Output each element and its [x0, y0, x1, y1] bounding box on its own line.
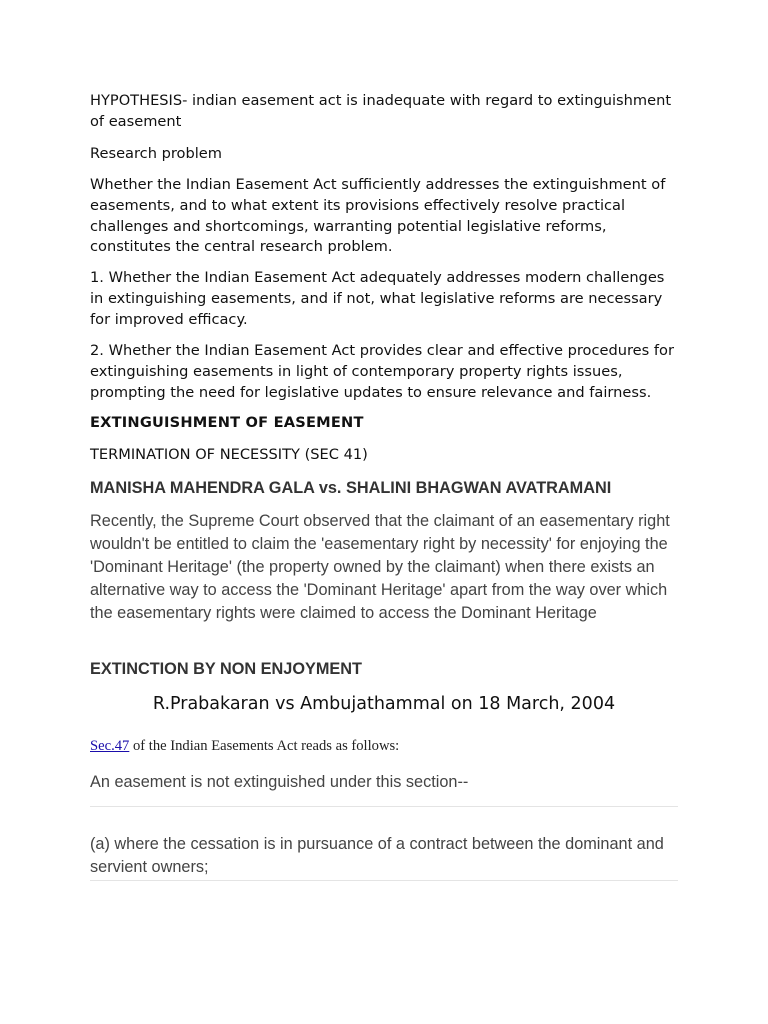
heading-termination: TERMINATION OF NECESSITY (SEC 41) [90, 446, 368, 463]
hypothesis-text: HYPOTHESIS- indian easement act is inadequate with regard to extinguishment of easement [90, 92, 672, 130]
case-2-title: R.Prabakaran vs Ambujathammal on 18 March, 2004 [152, 694, 616, 714]
not-extinguished-text: An easement is not extinguished under this section-- [90, 773, 469, 791]
clause-a-text: (a) where the cessation is in pursuance of a contract between the dominant and servient owners; [90, 835, 664, 876]
case-1-text: Recently, the Supreme Court observed that the claimant of an easementary right wouldn't be entitled to claim the 'easementary right by necessity' for enjoying the 'Dominant Heritage' (the property owned by the claimant) when there exists an alternative way to access the 'Dominant Heritage' apart from the way over which the easementary rights were claimed to access the Dominant Heritage [90, 512, 670, 622]
research-question-2: 2. Whether the Indian Easement Act provides clear and effective procedures for extinguishing easements in light of contemporary property rights issues, prompting the need for legislative updates to ensure relevance and fairness. [90, 342, 674, 401]
research-question-1: 1. Whether the Indian Easement Act adequately addresses modern challenges in extinguishing easements, and if not, what legislative reforms are necessary for improved efficacy. [90, 269, 665, 328]
research-problem-label: Research problem [90, 145, 222, 162]
heading-extinction: EXTINCTION BY NON ENJOYMENT [90, 660, 362, 678]
heading-extinguishment: EXTINGUISHMENT OF EASEMENT [90, 414, 364, 431]
case-1-title: MANISHA MAHENDRA GALA vs. SHALINI BHAGWAN AVATRAMANI [90, 479, 612, 497]
section-reference [90, 736, 680, 756]
section-47-link[interactable]: Sec.47 [90, 738, 130, 754]
divider [90, 806, 678, 807]
research-problem-text: Whether the Indian Easement Act sufficiently addresses the extinguishment of easements, and to what extent its provisions effectively resolve practical challenges and shortcomings, warranting potential legislative reforms, constitutes the central research problem. [90, 176, 666, 256]
divider [90, 880, 678, 881]
section-reference-text: of the Indian Easements Act reads as follows: [129, 738, 400, 754]
